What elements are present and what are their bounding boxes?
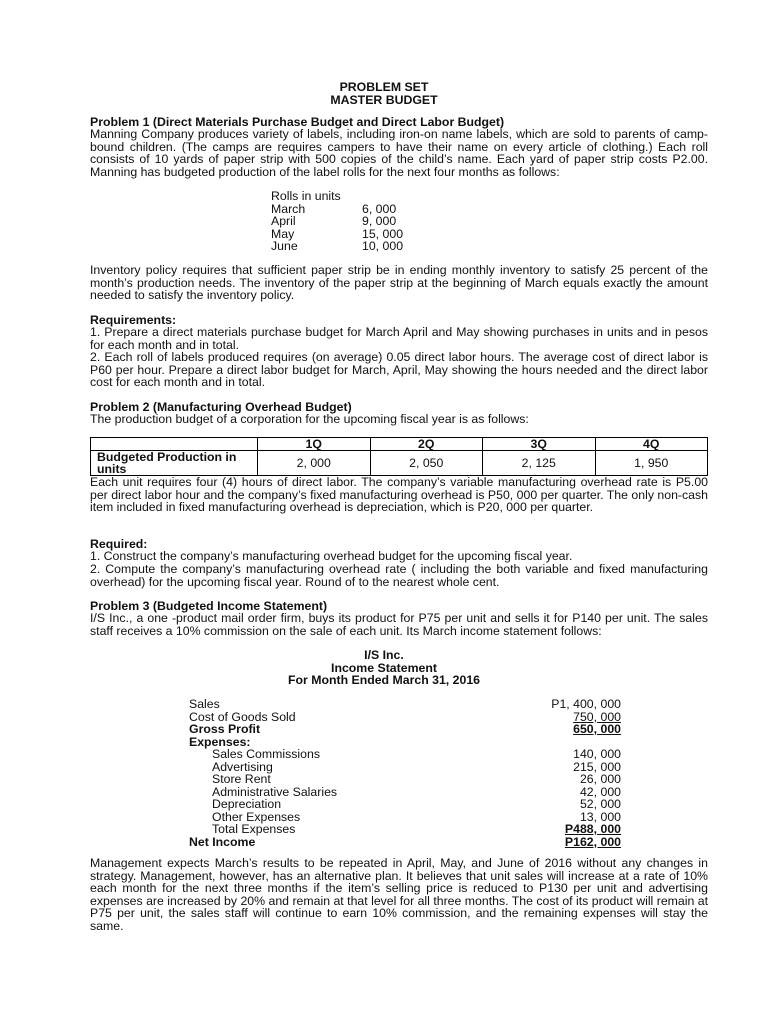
is-line-net-income: [189, 836, 621, 849]
p2-intro: The production budget of a corporation for the upcoming fiscal year is as follows:: [90, 412, 529, 426]
table-header-row: [91, 438, 708, 451]
production-value: 2, 125: [483, 451, 596, 476]
is-amount: 650, 000: [573, 722, 621, 736]
production-budget-table: [90, 437, 708, 476]
is-period: For Month Ended March 31, 2016: [287, 673, 480, 688]
rolls-header: Rolls in units: [271, 189, 341, 203]
is-label: Depreciation: [212, 797, 282, 811]
p3-heading: Problem 3 (Budgeted Income Statement): [90, 599, 328, 613]
is-amount: 52, 000: [579, 797, 621, 811]
is-amount: 140, 000: [573, 747, 621, 761]
is-label: Gross Profit: [189, 722, 261, 736]
production-value: 2, 050: [370, 451, 483, 476]
income-statement-title: [0, 649, 768, 687]
rolls-month: March: [271, 201, 306, 216]
is-amount: 42, 000: [579, 784, 621, 799]
p2-body: Each unit requires four (4) hours of direct labor. The company’s variable manufacturing overhead rate is P5.00 per direct labor hour and the company’s fixed manufacturing overhead is P50, 000 per quarter. The only non-cash item included in fixed manufacturing overhead is depreciation, which is P20, 000 per quarter.: [90, 475, 708, 515]
rolls-row: [271, 240, 403, 253]
p3-intro: I/S Inc., a one -product mail order firm, buys its product for P75 per unit and sells it for P140 per unit. The sales staff receives a 10% commission on the sale of each unit. Its March income statement follows:: [90, 611, 708, 638]
p2-heading: Problem 2 (Manufacturing Overhead Budget): [90, 400, 352, 414]
is-amount: 13, 000: [579, 809, 621, 824]
table-row: [91, 451, 708, 476]
rolls-month: April: [271, 214, 296, 229]
is-amount: P1, 400, 000: [551, 697, 621, 711]
is-label: Administrative Salaries: [212, 784, 338, 799]
rolls-units: 6, 000: [362, 201, 397, 216]
is-company: I/S Inc.: [364, 648, 404, 662]
is-amount: 215, 000: [573, 759, 621, 774]
quarter-header: 3Q: [483, 438, 596, 451]
empty-cell: [91, 438, 258, 451]
production-value: 2, 000: [258, 451, 371, 476]
row-label: Budgeted Production in units: [91, 451, 258, 476]
is-label: Total Expenses: [212, 822, 296, 836]
p1-req-heading: Requirements:: [90, 313, 177, 327]
is-label: Cost of Goods Sold: [189, 709, 296, 724]
production-value: 1, 950: [595, 451, 708, 476]
rolls-units: 10, 000: [362, 239, 404, 254]
title-line-1: PROBLEM SET: [339, 80, 429, 94]
is-label: Sales: [189, 697, 220, 711]
is-statement-name: Income Statement: [331, 660, 437, 675]
rolls-units: 9, 000: [362, 214, 397, 229]
income-statement: [189, 698, 621, 848]
quarter-header: 1Q: [258, 438, 371, 451]
is-expenses-heading: Expenses:: [189, 734, 251, 749]
is-amount: P162, 000: [564, 834, 621, 849]
is-amount: 750, 000: [573, 709, 621, 724]
quarter-header: 4Q: [595, 438, 708, 451]
p2-req-heading: Required:: [90, 537, 148, 551]
doc-title: [0, 81, 768, 106]
p1-heading: Problem 1 (Direct Materials Purchase Budget and Direct Labor Budget): [90, 115, 505, 129]
rolls-table: [271, 190, 403, 253]
is-amount: P488, 000: [564, 822, 621, 836]
p2-req-1: 1. Construct the company’s manufacturing overhead budget for the upcoming fiscal year.: [90, 549, 573, 563]
is-label: Sales Commissions: [212, 747, 320, 761]
p1-req-1: 1. Prepare a direct materials purchase budget for March April and May showing purchases in units and in pesos for each month and in total.: [90, 325, 708, 352]
rolls-month: May: [271, 226, 295, 241]
is-label: Net Income: [189, 834, 256, 849]
p2-req-2: 2. Compute the company’s manufacturing overhead rate ( including the both variable and fixed manufacturing overhead) for the upcoming fiscal year. Round of to the nearest whole cent.: [90, 562, 708, 589]
p1-policy: Inventory policy requires that sufficient paper strip be in ending monthly inventory to satisfy 25 percent of the month’s production needs. The inventory of the paper strip at the beginning of March equals exactly the amount needed to satisfy the inventory policy.: [90, 263, 708, 303]
is-line-gross-profit: [189, 723, 621, 736]
is-amount: 26, 000: [579, 772, 621, 786]
p3-closing: Management expects March’s results to be repeated in April, May, and June of 2016 without any changes in strategy. Management, however, has an alternative plan. It believes that unit sales will increase at a rate of 10% each month for the next three months if the item’s selling price is reduced to P130 per unit and advertising expenses are increased by 20% and remain at that level for all three months. The cost of its product will remain at P75 per unit, the sales staff will continue to earn 10% commission, and the remaining expenses will stay the same.: [90, 856, 708, 933]
p1-intro: Manning Company produces variety of labels, including iron-on name labels, which are sold to parents of camp-bound children. (The camps are requires campers to have their name on every article of clothing.) Each roll consists of 10 yards of paper strip with 500 copies of the child’s name. Each yard of paper strip costs P2.00. Manning has budgeted production of the label rolls for the next four months as follows:: [90, 127, 708, 179]
rolls-month: June: [271, 239, 298, 254]
is-label: Other Expenses: [212, 809, 301, 824]
title-line-2: MASTER BUDGET: [330, 92, 438, 107]
is-label: Store Rent: [212, 772, 271, 786]
quarter-header: 2Q: [370, 438, 483, 451]
rolls-units: 15, 000: [362, 226, 404, 241]
is-label: Advertising: [212, 759, 273, 774]
p1-req-2: 2. Each roll of labels produced requires (on average) 0.05 direct labor hours. The average cost of direct labor is P60 per hour. Prepare a direct labor budget for March, April, May showing the hours needed and the direct labor cost for each month and in total.: [90, 350, 708, 390]
